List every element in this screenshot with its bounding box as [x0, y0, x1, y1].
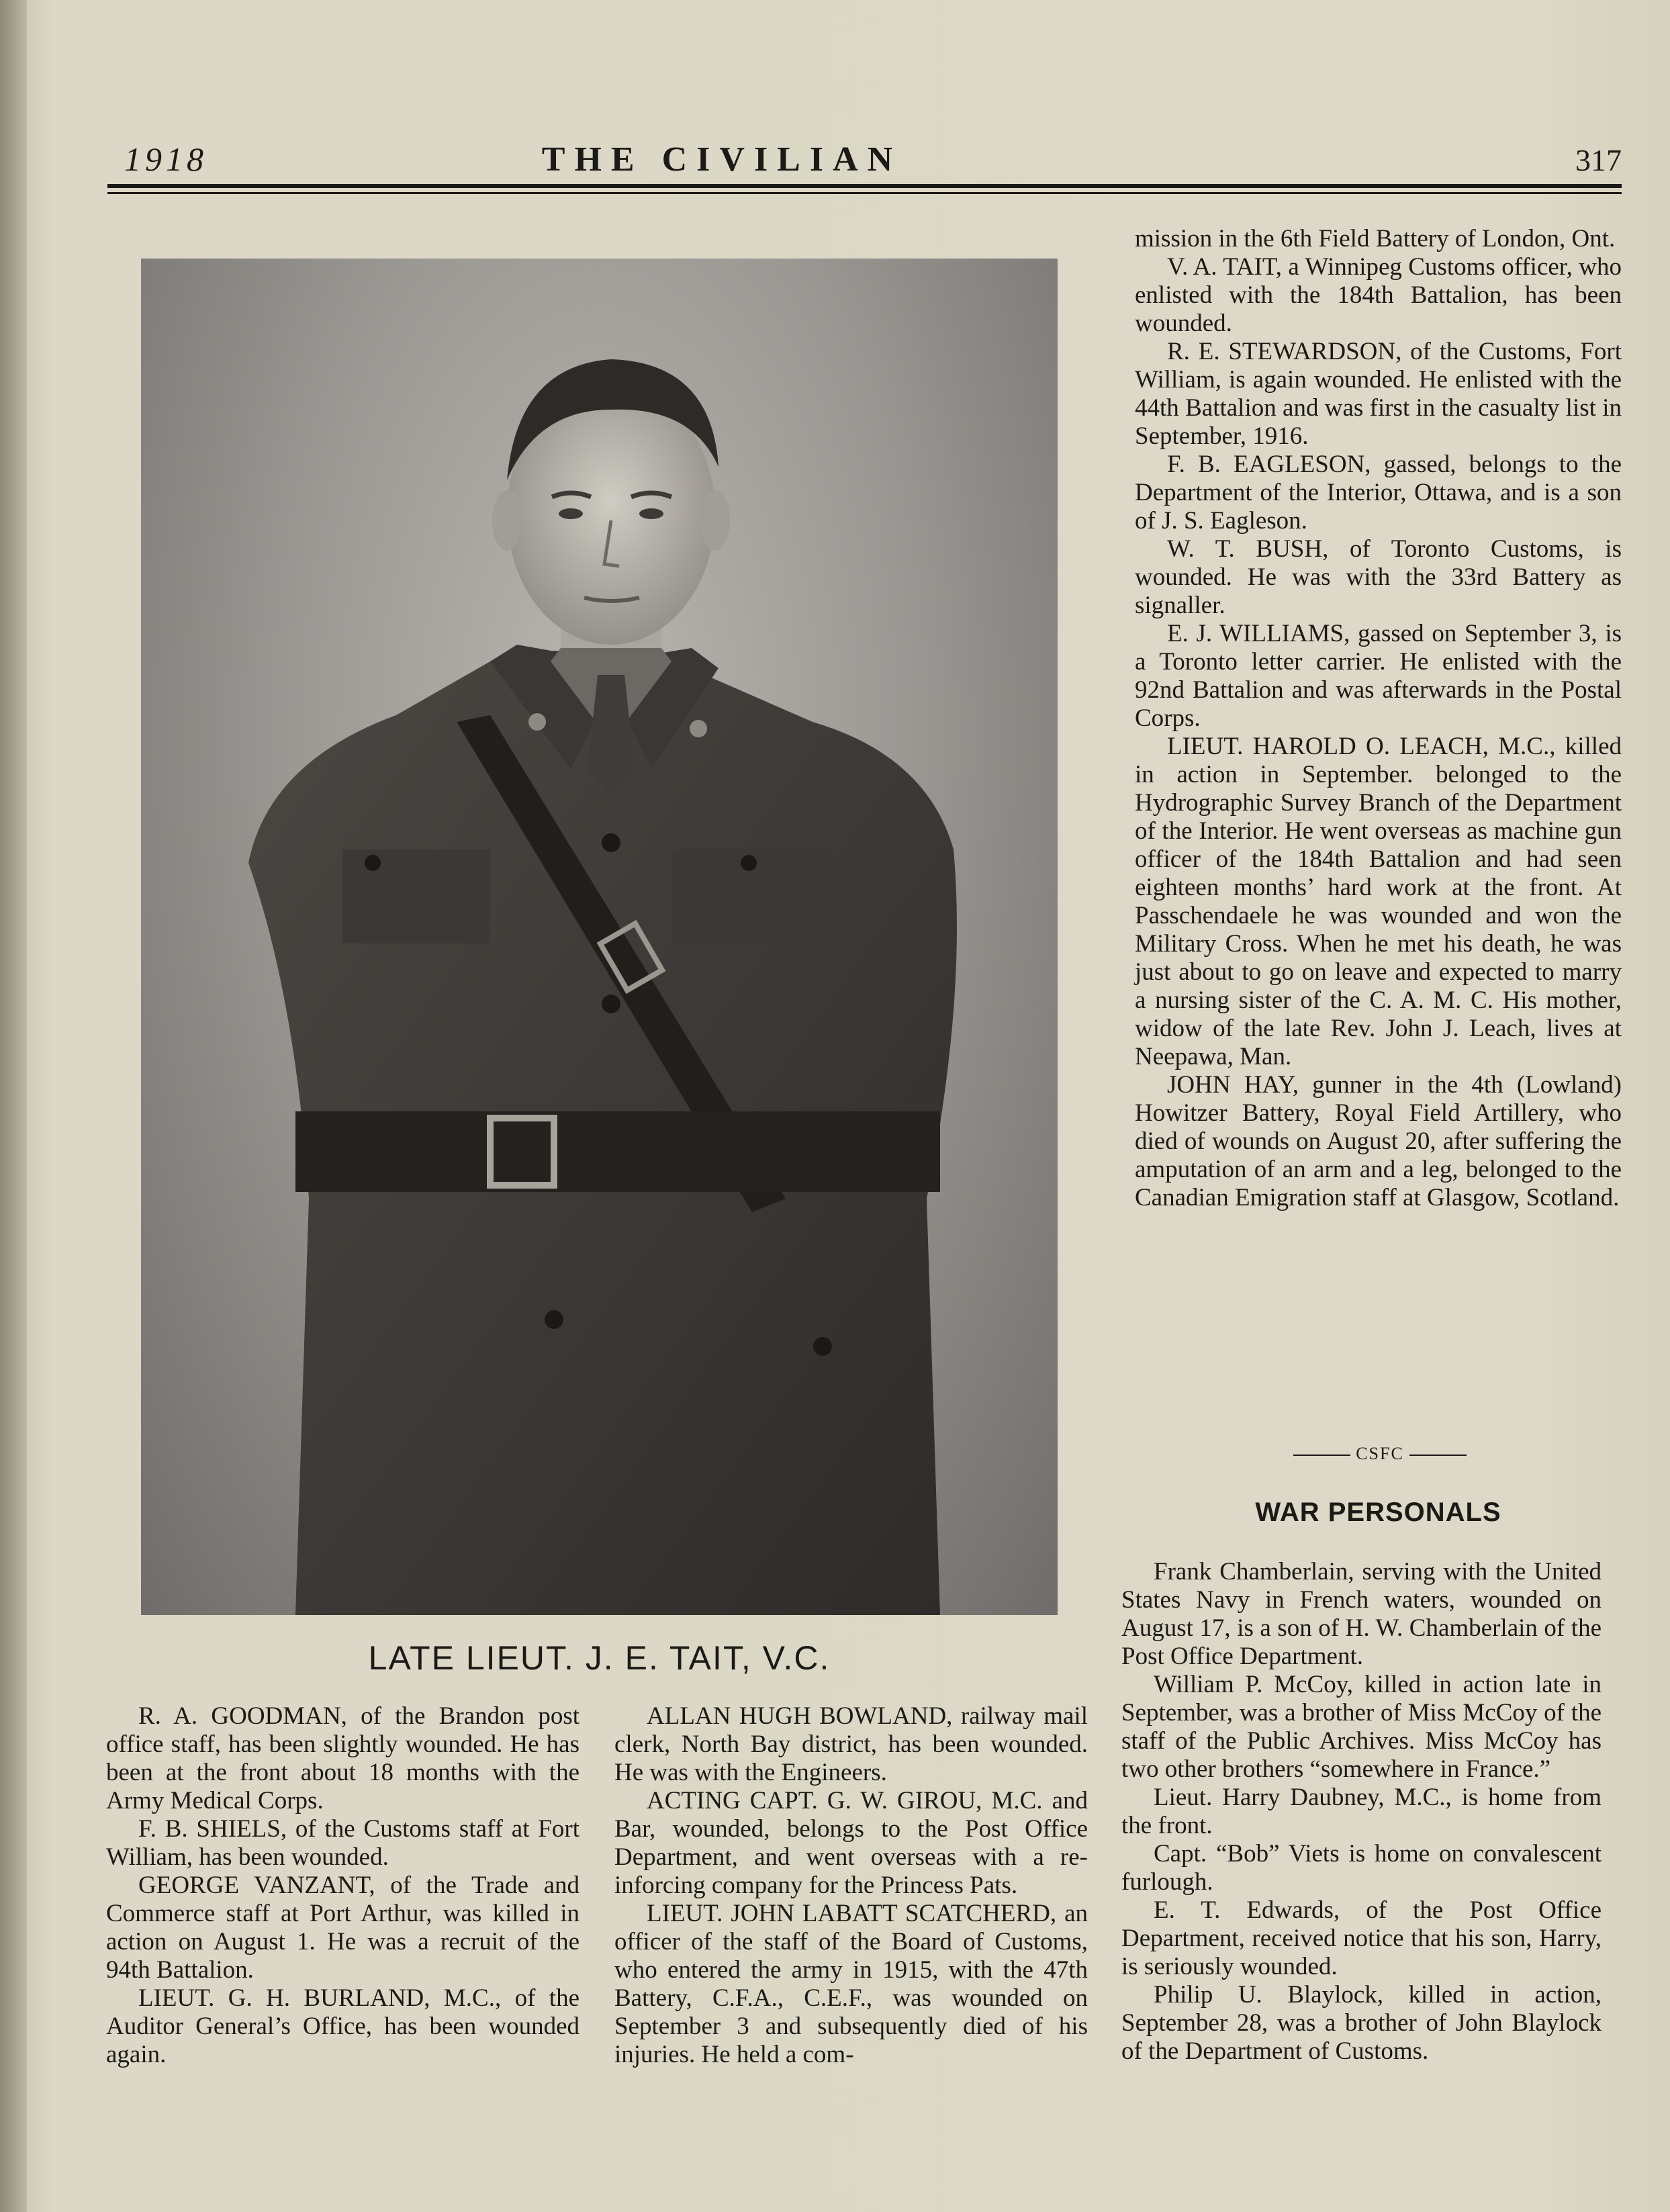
paragraph: William P. McCoy, killed in action late in September, was a brother of Miss McCoy of the staff of the Public Archives. Miss McCoy has two other brothers “somewhere in France.”: [1121, 1671, 1602, 1783]
paragraph: R. E. STEWARDSON, of the Customs, Fort William, is again wounded. He enlisted with the 44th Battalion and was first in the casualty list in September, 1916.: [1135, 338, 1622, 450]
column-1: [106, 1702, 579, 2069]
paragraph: LIEUT. JOHN LABATT SCATCHERD, an officer of the staff of the Board of Customs, who entered the army in 1915, with the 47th Battery, C.F.A., C.E.F., was wounded on September 3 and subsequently died of his injuries. He held a com-: [614, 1900, 1088, 2068]
paragraph: LIEUT. G. H. BURLAND, M.C., of the Auditor General’s Office, has been wounded again.: [106, 1984, 579, 2068]
column-4: [1121, 1558, 1602, 2066]
paragraph: E. J. WILLIAMS, gassed on September 3, is a Toronto letter carrier. He enlisted with the 92nd Battalion and was afterwards in the Postal Corps.: [1135, 620, 1622, 732]
header-rule-thick: [107, 184, 1622, 188]
paragraph: R. A. GOODMAN, of the Brandon post office staff, has been slightly wounded. He has been at the front about 18 months with the Army Medical Corps.: [106, 1702, 579, 1814]
paragraph: W. T. BUSH, of Toronto Customs, is wounded. He was with the 33rd Battery as signaller.: [1135, 535, 1622, 619]
paragraph: E. T. Edwards, of the Post Office Department, received notice that his son, Harry, is seriously wounded.: [1121, 1896, 1602, 1980]
paragraph: F. B. EAGLESON, gassed, belongs to the Department of the Interior, Ottawa, and is a son of J. S. Eagleson.: [1135, 451, 1622, 535]
section-title: WAR PERSONALS: [1255, 1497, 1501, 1527]
paragraph: JOHN HAY, gunner in the 4th (Lowland) Howitzer Battery, Royal Field Artillery, who died of wounds on August 20, after suffering the amputation of an arm and a leg, belonged to the Canadian Emigration staff at Glasgow, Scotland.: [1135, 1071, 1622, 1211]
header-title: THE CIVILIAN: [541, 140, 902, 179]
portrait-photo: [141, 259, 1058, 1615]
paragraph: Philip U. Blaylock, killed in action, September 28, was a brother of John Blaylock of the Department of Customs.: [1121, 1981, 1602, 2065]
photo-caption: LATE LIEUT. J. E. TAIT, V.C.: [368, 1639, 831, 1677]
header-rule-thin: [107, 192, 1622, 194]
page-number: 317: [1575, 143, 1622, 177]
portrait-illustration: [141, 259, 1058, 1615]
column-3: [1135, 225, 1622, 1212]
header-year: 1918: [124, 140, 207, 178]
paragraph-continuation: mission in the 6th Field Battery of London, Ont.: [1135, 225, 1616, 252]
paragraph: LIEUT. HAROLD O. LEACH, M.C., killed in action in September. belonged to the Hydrographic Survey Branch of the Department of the Interior. He went overseas as machine gun officer of the 184th Battalion and had seen eighteen months’ hard work at the front. At Passchendaele he was wounded and won the Military Cross. When he met his death, he was just about to go on leave and expected to marry a nursing sister of the C. A. M. C. His mother, widow of the late Rev. John J. Leach, lives at Neepawa, Man.: [1135, 733, 1622, 1070]
paragraph: ALLAN HUGH BOWLAND, railway mail clerk, North Bay district, has been wounded. He was with the Engineers.: [614, 1702, 1088, 1786]
paragraph: GEORGE VANZANT, of the Trade and Commerce staff at Port Arthur, was killed in action on August 1. He was a recruit of the 94th Battalion.: [106, 1872, 579, 1984]
paragraph: ACTING CAPT. G. W. GIROU, M.C. and Bar, wounded, belongs to the Post Office Department, and went overseas with a re-inforcing company for the Princess Pats.: [614, 1787, 1088, 1899]
paragraph: Capt. “Bob” Viets is home on convalescent furlough.: [1121, 1840, 1602, 1896]
paragraph: F. B. SHIELS, of the Customs staff at Fort William, has been wounded.: [106, 1815, 579, 1871]
section-separator: CSFC: [1269, 1444, 1491, 1464]
page-spine-shadow: [0, 0, 27, 2212]
paragraph: V. A. TAIT, a Winnipeg Customs officer, who enlisted with the 184th Battalion, has been wounded.: [1135, 253, 1622, 337]
paragraph: Lieut. Harry Daubney, M.C., is home from the front.: [1121, 1784, 1602, 1839]
column-2: [614, 1702, 1088, 2069]
paragraph: Frank Chamberlain, serving with the United States Navy in French waters, wounded on August 17, is a son of H. W. Chamberlain of the Post Office Department.: [1121, 1558, 1602, 1670]
running-head: [107, 134, 1622, 181]
